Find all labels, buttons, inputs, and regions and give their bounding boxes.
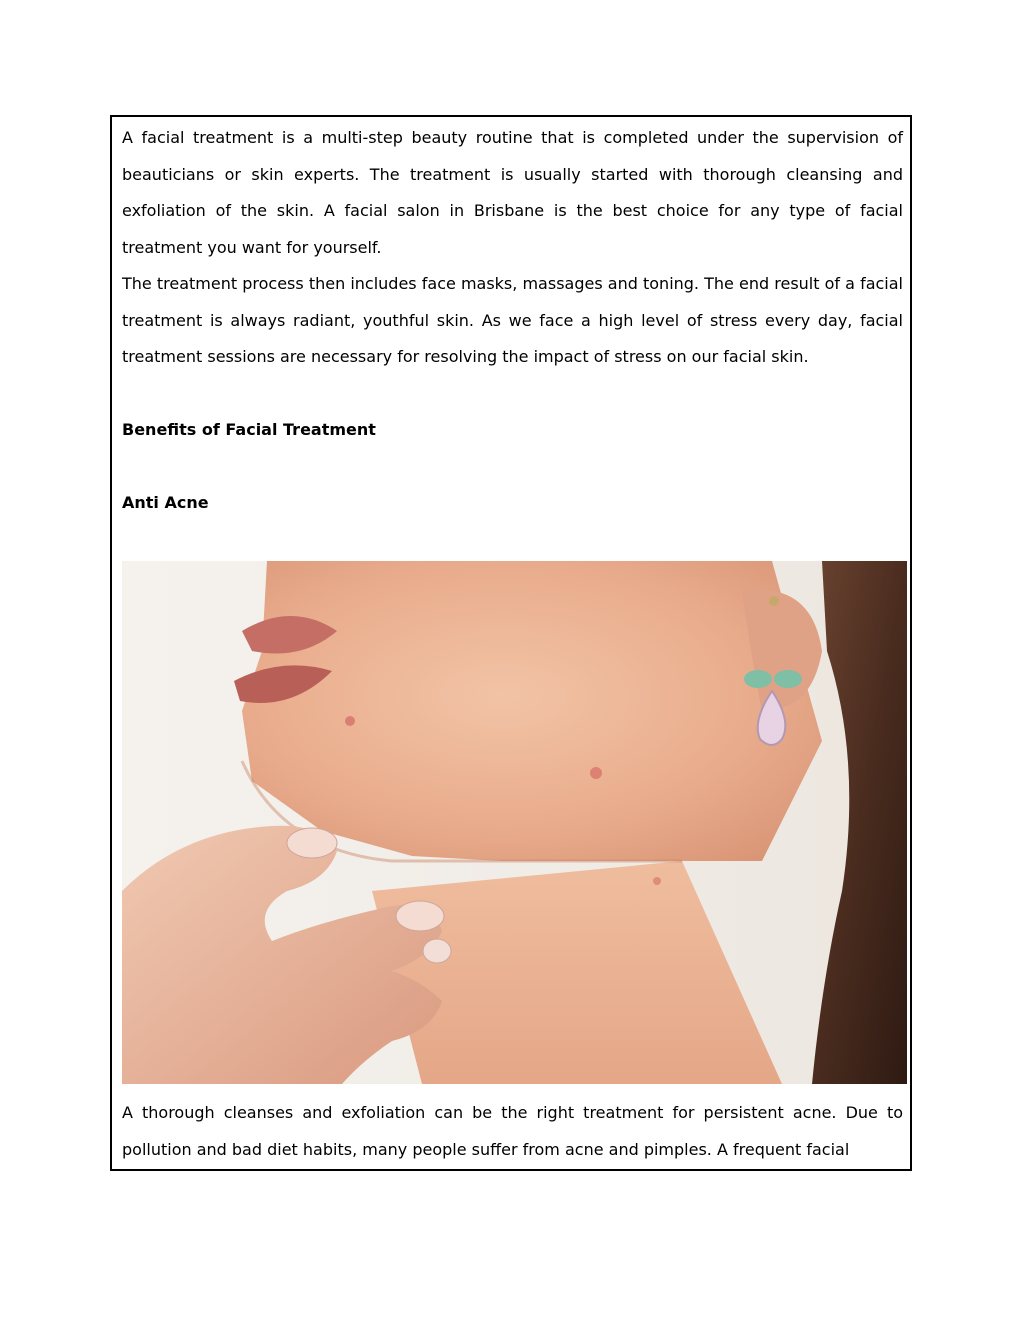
acne-photo-illustration	[122, 561, 907, 1084]
acne-photo	[122, 561, 907, 1084]
benefits-heading: Benefits of Facial Treatment	[122, 420, 376, 439]
anti-acne-paragraph: A thorough cleanses and exfoliation can be the right treatment for persistent acne. Due to pollution and bad diet habits, many people suffer from acne and pimples. A frequent facial	[122, 1103, 903, 1159]
anti-acne-heading: Anti Acne	[122, 493, 209, 512]
document-page	[110, 115, 912, 1171]
treatment-process-paragraph: The treatment process then includes face masks, massages and toning. The end result of a facial treatment is always radiant, youthful skin. As we face a high level of stress every day, facial treatment sessions are necessary for resolving the impact of stress on our facial skin.	[122, 274, 903, 366]
intro-paragraph: A facial treatment is a multi-step beauty routine that is completed under the supervision of beauticians or skin experts. The treatment is usually started with thorough cleansing and exfoliation of the skin. A facial salon in Brisbane is the best choice for any type of facial treatment you want for yourself.	[122, 128, 903, 257]
